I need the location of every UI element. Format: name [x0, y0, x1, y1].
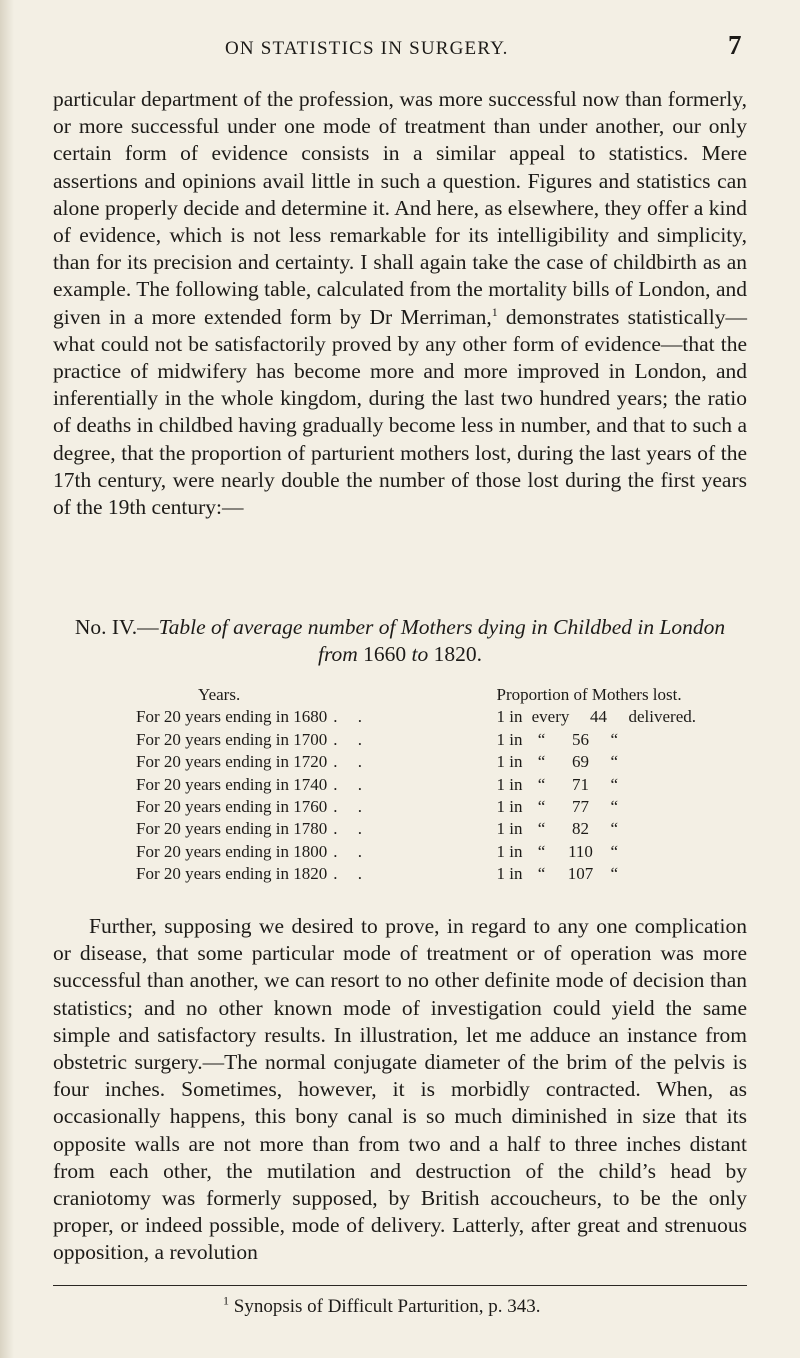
running-title: ON STATISTICS IN SURGERY. [225, 38, 509, 59]
caption-to: to [406, 642, 434, 666]
running-head [0, 30, 800, 70]
footnote-text: Synopsis of Difficult Parturition, p. 343. [229, 1296, 541, 1317]
table-number: No. IV. [74, 615, 138, 639]
cell-proportion: 1 in “ 69 “ [496, 752, 619, 772]
cell-years: For 20 years ending in 1760 . . [136, 797, 370, 817]
table-body [136, 706, 696, 885]
cell-proportion: 1 in “ 82 “ [496, 819, 619, 839]
cell-proportion: 1 in “ 77 “ [496, 797, 619, 817]
footnote-reference: 1 [491, 304, 498, 319]
column-header-years: Years. [198, 685, 241, 704]
table-header-row [136, 684, 696, 706]
table-row [136, 774, 696, 796]
table-row [136, 751, 696, 773]
table-row [136, 863, 696, 885]
cell-years: For 20 years ending in 1800 . . [136, 841, 370, 861]
page-number: 7 [728, 30, 742, 60]
cell-proportion: 1 in “ 107 “ [496, 864, 619, 884]
cell-proportion: 1 in every 44 delivered. [496, 707, 696, 727]
caption-dash: — [137, 615, 159, 639]
table-caption [53, 614, 747, 668]
cell-years: For 20 years ending in 1680 . . [136, 707, 370, 727]
mortality-table [136, 684, 696, 886]
page-edge-shadow [0, 0, 14, 1358]
column-header-proportion: Proportion of Mothers lost. [496, 685, 682, 704]
cell-years: For 20 years ending in 1700 . . [136, 729, 370, 749]
caption-year-start: 1660 [363, 642, 407, 666]
footnote-rule [53, 1285, 747, 1286]
cell-proportion: 1 in “ 110 “ [496, 841, 619, 861]
footnote [223, 1293, 541, 1318]
paragraph-1-text-a: particular department of the profession, was more successful now than formerly, or more successful under one mode of treatment than under another, our only certain form of evidence consists in a similar appeal to statistics. Mere assertions and opinions avail little in such a question. Figures and statistics can alone properly decide and determine it. And here, as elsewhere, they offer a kind of evidence, which is not less remarkable for its intelligibility and simplicity, than for its precision and certainty. I shall again take the case of childbirth as an example. The following table, calculated from the mortality bills of London, and given in a more extended form by Dr Merriman, [53, 87, 747, 329]
cell-proportion: 1 in “ 56 “ [496, 729, 619, 749]
paragraph-1-text-b: demonstrates statistically—what could not be satisfactorily proved by any other form of evidence—that the practice of midwifery has become more and more improved in London, and inferentially in the whole kingdom, during the last two hundred years; the ratio of deaths in childbed having gradually become less in number, and that to such a degree, that the proportion of parturient mothers lost, during the last years of the 17th century, were nearly double the number of those lost during the first years of the 19th century:— [53, 304, 747, 520]
caption-year-end: 1820. [433, 642, 483, 666]
paragraph-2: Further, supposing we desired to prove, in regard to any one complication or disease, that some particular mode of treatment or of operation was more successful than another, we can resort to no other definite mode of decision than statistics; and no other known mode of investigation could yield the same simple and satisfactory results. In illustration, let me adduce an instance from obstetric surgery.—The normal conjugate diameter of the brim of the pelvis is four inches. Sometimes, however, it is morbidly contracted. When, as occasionally happens, this bony canal is so much diminished in size that its opposite walls are not more than from two and a half to three inches distant from each other, the mutilation and destruction of the child’s head by craniotomy was formerly supposed, by British accoucheurs, to be the only proper, or indeed possible, mode of delivery. Latterly, after great and strenuous opposition, a revolution [53, 914, 747, 1265]
cell-years: For 20 years ending in 1720 . . [136, 752, 370, 772]
cell-years: For 20 years ending in 1820 . . [136, 864, 370, 884]
cell-proportion: 1 in “ 71 “ [496, 774, 619, 794]
table-row [136, 706, 696, 728]
cell-years: For 20 years ending in 1740 . . [136, 774, 370, 794]
paragraph-1 [53, 86, 747, 521]
table-row [136, 818, 696, 840]
table-row [136, 841, 696, 863]
table-row [136, 729, 696, 751]
footnote-mark: 1 [223, 1293, 229, 1308]
caption-text: Table of average number of Mothers dying in Childbed in London from [158, 615, 726, 666]
cell-years: For 20 years ending in 1780 . . [136, 819, 370, 839]
table-row [136, 796, 696, 818]
